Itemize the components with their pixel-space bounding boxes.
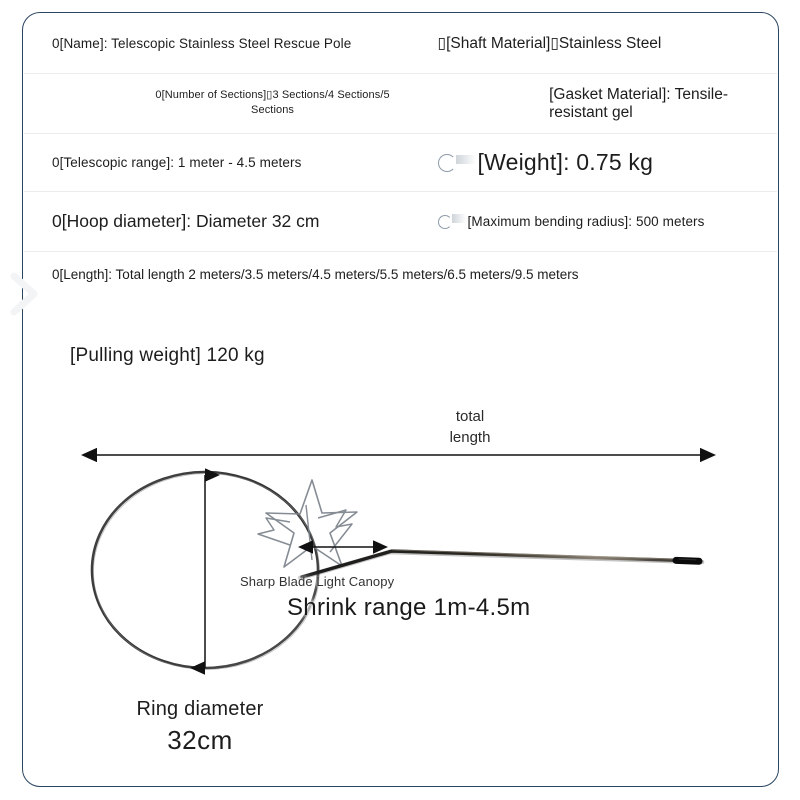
spec-weight-text: [Weight]: 0.75 kg — [477, 149, 654, 175]
spec-gasket-material-text: [Gasket Material]: Tensile-resistant gel — [549, 85, 729, 121]
spec-name-text: 0[Name]: Telescopic Stainless Steel Rescue Pole — [52, 36, 352, 51]
spec-sections-line2: Sections — [251, 104, 295, 116]
spec-length-text: 0[Length]: Total length 2 meters/3.5 meters/4.5 meters/5.5 meters/6.5 meters/9.5 meters — [52, 267, 579, 282]
pulling-weight-label: [Pulling weight] 120 kg — [70, 345, 265, 366]
total-length-line1: total — [455, 408, 485, 425]
total-length-line2: length — [449, 429, 491, 446]
spec-bending-radius-text: [Maximum bending radius]: 500 meters — [467, 214, 705, 229]
shrink-range-label: Shrink range 1m-4.5m — [287, 594, 531, 621]
ring-diameter-line1: Ring diameter — [136, 698, 264, 720]
spec-hoop-diameter-text: 0[Hoop diameter]: Diameter 32 cm — [52, 211, 320, 231]
sharp-blade-canopy-label: Sharp Blade Light Canopy — [240, 574, 395, 589]
ring-diameter-line2: 32cm — [167, 725, 233, 755]
spec-shaft-material-text: ▯[Shaft Material]▯Stainless Steel — [437, 35, 662, 52]
spec-sections-line1: 0[Number of Sections]▯3 Sections/4 Sections/5 — [155, 89, 390, 101]
ring-diameter-label — [80, 698, 320, 756]
spec-telescopic-range-text: 0[Telescopic range]: 1 meter - 4.5 meters — [52, 155, 302, 170]
total-length-label — [425, 406, 515, 448]
